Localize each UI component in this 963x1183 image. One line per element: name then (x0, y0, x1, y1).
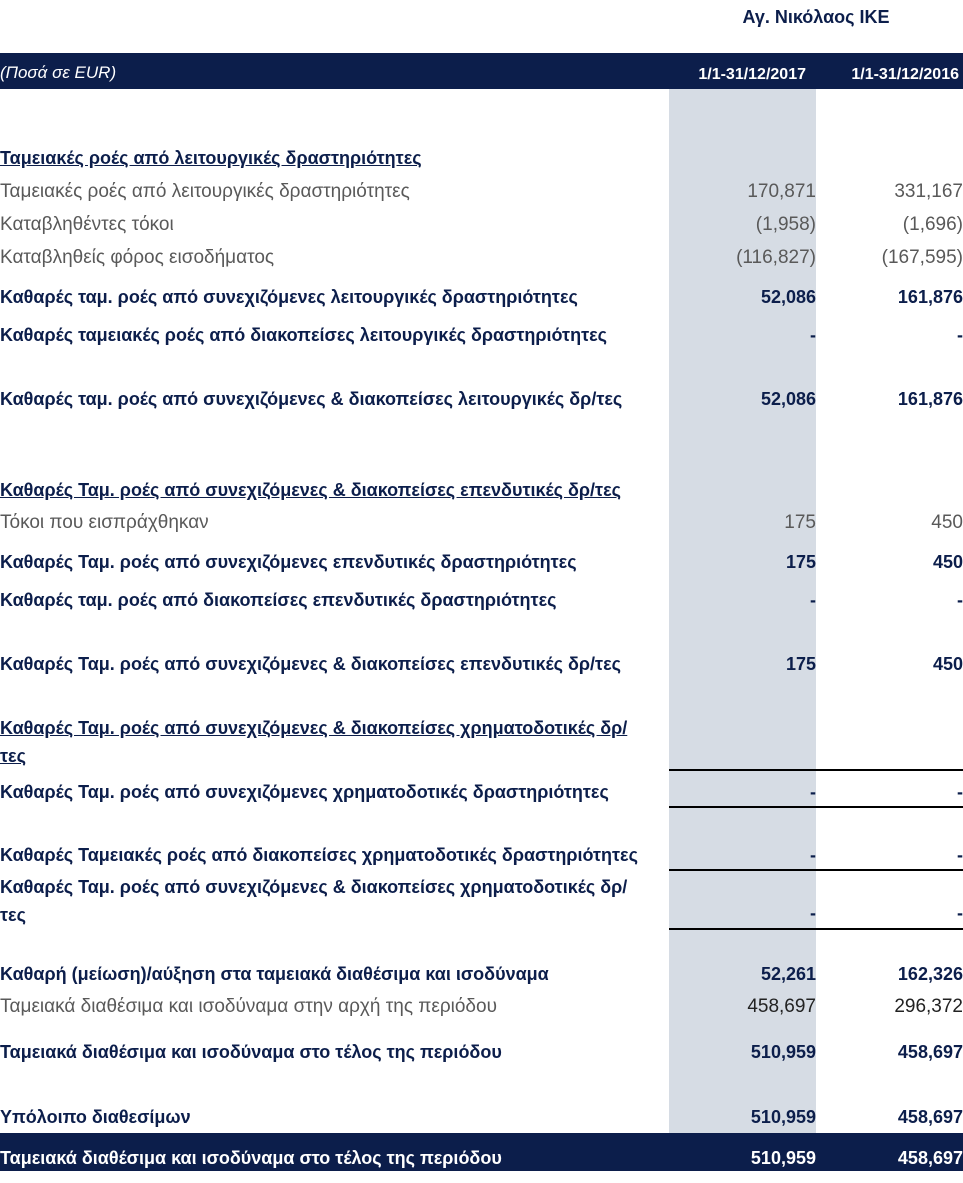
divider-line (669, 928, 963, 930)
column-header-2017: 1/1-31/12/2017 (698, 66, 806, 83)
value-2016: 331,167 (894, 181, 963, 202)
row-label: Ταμειακά διαθέσιμα και ισοδύναμα στην αρχή της περιόδου (0, 996, 497, 1017)
row-label: Καθαρές Ταμ. ροές από συνεχιζόμενες & διακοπείσες χρηματοδοτικές δρ/τες (0, 718, 628, 766)
value-2017: 175 (785, 654, 816, 674)
divider-line (669, 806, 963, 808)
row-label: Καθαρές ταμ. ροές από συνεχιζόμενες λειτουργικές δραστηριότητες (0, 287, 578, 307)
value-2016: 296,372 (894, 996, 963, 1017)
value-2017: 510,959 (750, 1042, 816, 1062)
value-2016: 450 (932, 654, 963, 674)
value-2017: 175 (785, 552, 816, 572)
value-2016: 450 (931, 512, 963, 533)
value-2017: 52,086 (760, 287, 816, 307)
value-2016: 162,326 (897, 964, 963, 984)
value-2017: - (810, 590, 816, 610)
value-2017: - (810, 782, 816, 802)
value-2017: 52,086 (760, 389, 816, 409)
value-2016: - (957, 845, 963, 865)
value-2016: 161,876 (897, 287, 963, 307)
row-label: Καταβληθέντες τόκοι (0, 214, 174, 235)
row-label: Καθαρή (μείωση)/αύξηση στα ταμειακά διαθέσιμα και ισοδύναμα (0, 964, 549, 984)
value-2017: (1,958) (755, 214, 816, 235)
value-2017: (116,827) (736, 247, 816, 268)
row-label: Ταμειακά διαθέσιμα και ισοδύναμα στο τέλος της περιόδου (0, 1042, 502, 1062)
row-label: Καθαρές ταμ. ροές από διακοπείσες επενδυτικές δραστηριότητες (0, 590, 557, 610)
row-label: Καθαρές Ταμ. ροές από συνεχιζόμενες & διακοπείσες επενδυτικές δρ/τες (0, 654, 621, 674)
currency-note: (Ποσά σε EUR) (0, 63, 117, 82)
value-2016: 161,876 (897, 389, 963, 409)
value-2016: (1,696) (902, 214, 963, 235)
divider-line (669, 869, 963, 871)
value-2017: 458,697 (747, 996, 816, 1017)
value-2016: 458,697 (897, 1042, 963, 1062)
footer-label: Ταμειακά διαθέσιμα και ισοδύναμα στο τέλος της περιόδου (0, 1148, 502, 1168)
footer-value-2017: 510,959 (750, 1148, 816, 1168)
value-2016: - (957, 590, 963, 610)
value-2017: - (810, 903, 816, 923)
value-2017: 175 (784, 512, 816, 533)
value-2017: - (810, 325, 816, 345)
table-footer (0, 1133, 963, 1171)
table-header (0, 53, 963, 89)
row-label: Καθαρές Ταμειακές ροές από διακοπείσες χρηματοδοτικές δραστηριότητες (0, 845, 638, 865)
value-2017: 510,959 (750, 1107, 816, 1127)
footer-value-2016: 458,697 (897, 1148, 963, 1168)
row-label: Ταμειακές ροές από λειτουργικές δραστηριότητες (0, 148, 422, 168)
value-2016: - (957, 325, 963, 345)
value-2016: - (957, 903, 963, 923)
value-2016: 458,697 (897, 1107, 963, 1127)
row-label: Καθαρές Ταμ. ροές από συνεχιζόμενες & διακοπείσες χρηματοδοτικές δρ/τες (0, 877, 628, 925)
row-label: Καθαρές ταμ. ροές από συνεχιζόμενες & διακοπείσες λειτουργικές δρ/τες (0, 389, 623, 409)
row-label: Υπόλοιπο διαθεσίμων (0, 1107, 191, 1127)
row-label: Καθαρές Ταμ. ροές από συνεχιζόμενες επενδυτικές δραστηριότητες (0, 552, 577, 572)
row-label: Τόκοι που εισπράχθηκαν (0, 512, 209, 533)
value-2016: - (957, 782, 963, 802)
row-label: Καθαρές ταμειακές ροές από διακοπείσες λειτουργικές δραστηριότητες (0, 325, 607, 345)
value-2016: (167,595) (881, 247, 963, 268)
row-label: Καθαρές Ταμ. ροές από συνεχιζόμενες & διακοπείσες επενδυτικές δρ/τες (0, 480, 621, 500)
row-label: Καθαρές Ταμ. ροές από συνεχιζόμενες χρηματοδοτικές δραστηριότητες (0, 782, 609, 802)
row-label: Καταβληθείς φόρος εισοδήματος (0, 247, 275, 268)
row-label: Ταμειακές ροές από λειτουργικές δραστηριότητες (0, 181, 410, 202)
value-2016: 450 (932, 552, 963, 572)
value-2017: - (810, 845, 816, 865)
company-name: Αγ. Νικόλαος ΙΚΕ (742, 7, 890, 27)
value-2017: 52,261 (760, 964, 816, 984)
column-header-2016: 1/1-31/12/2016 (851, 66, 959, 83)
value-2017: 170,871 (747, 181, 816, 202)
divider-line (669, 769, 963, 771)
